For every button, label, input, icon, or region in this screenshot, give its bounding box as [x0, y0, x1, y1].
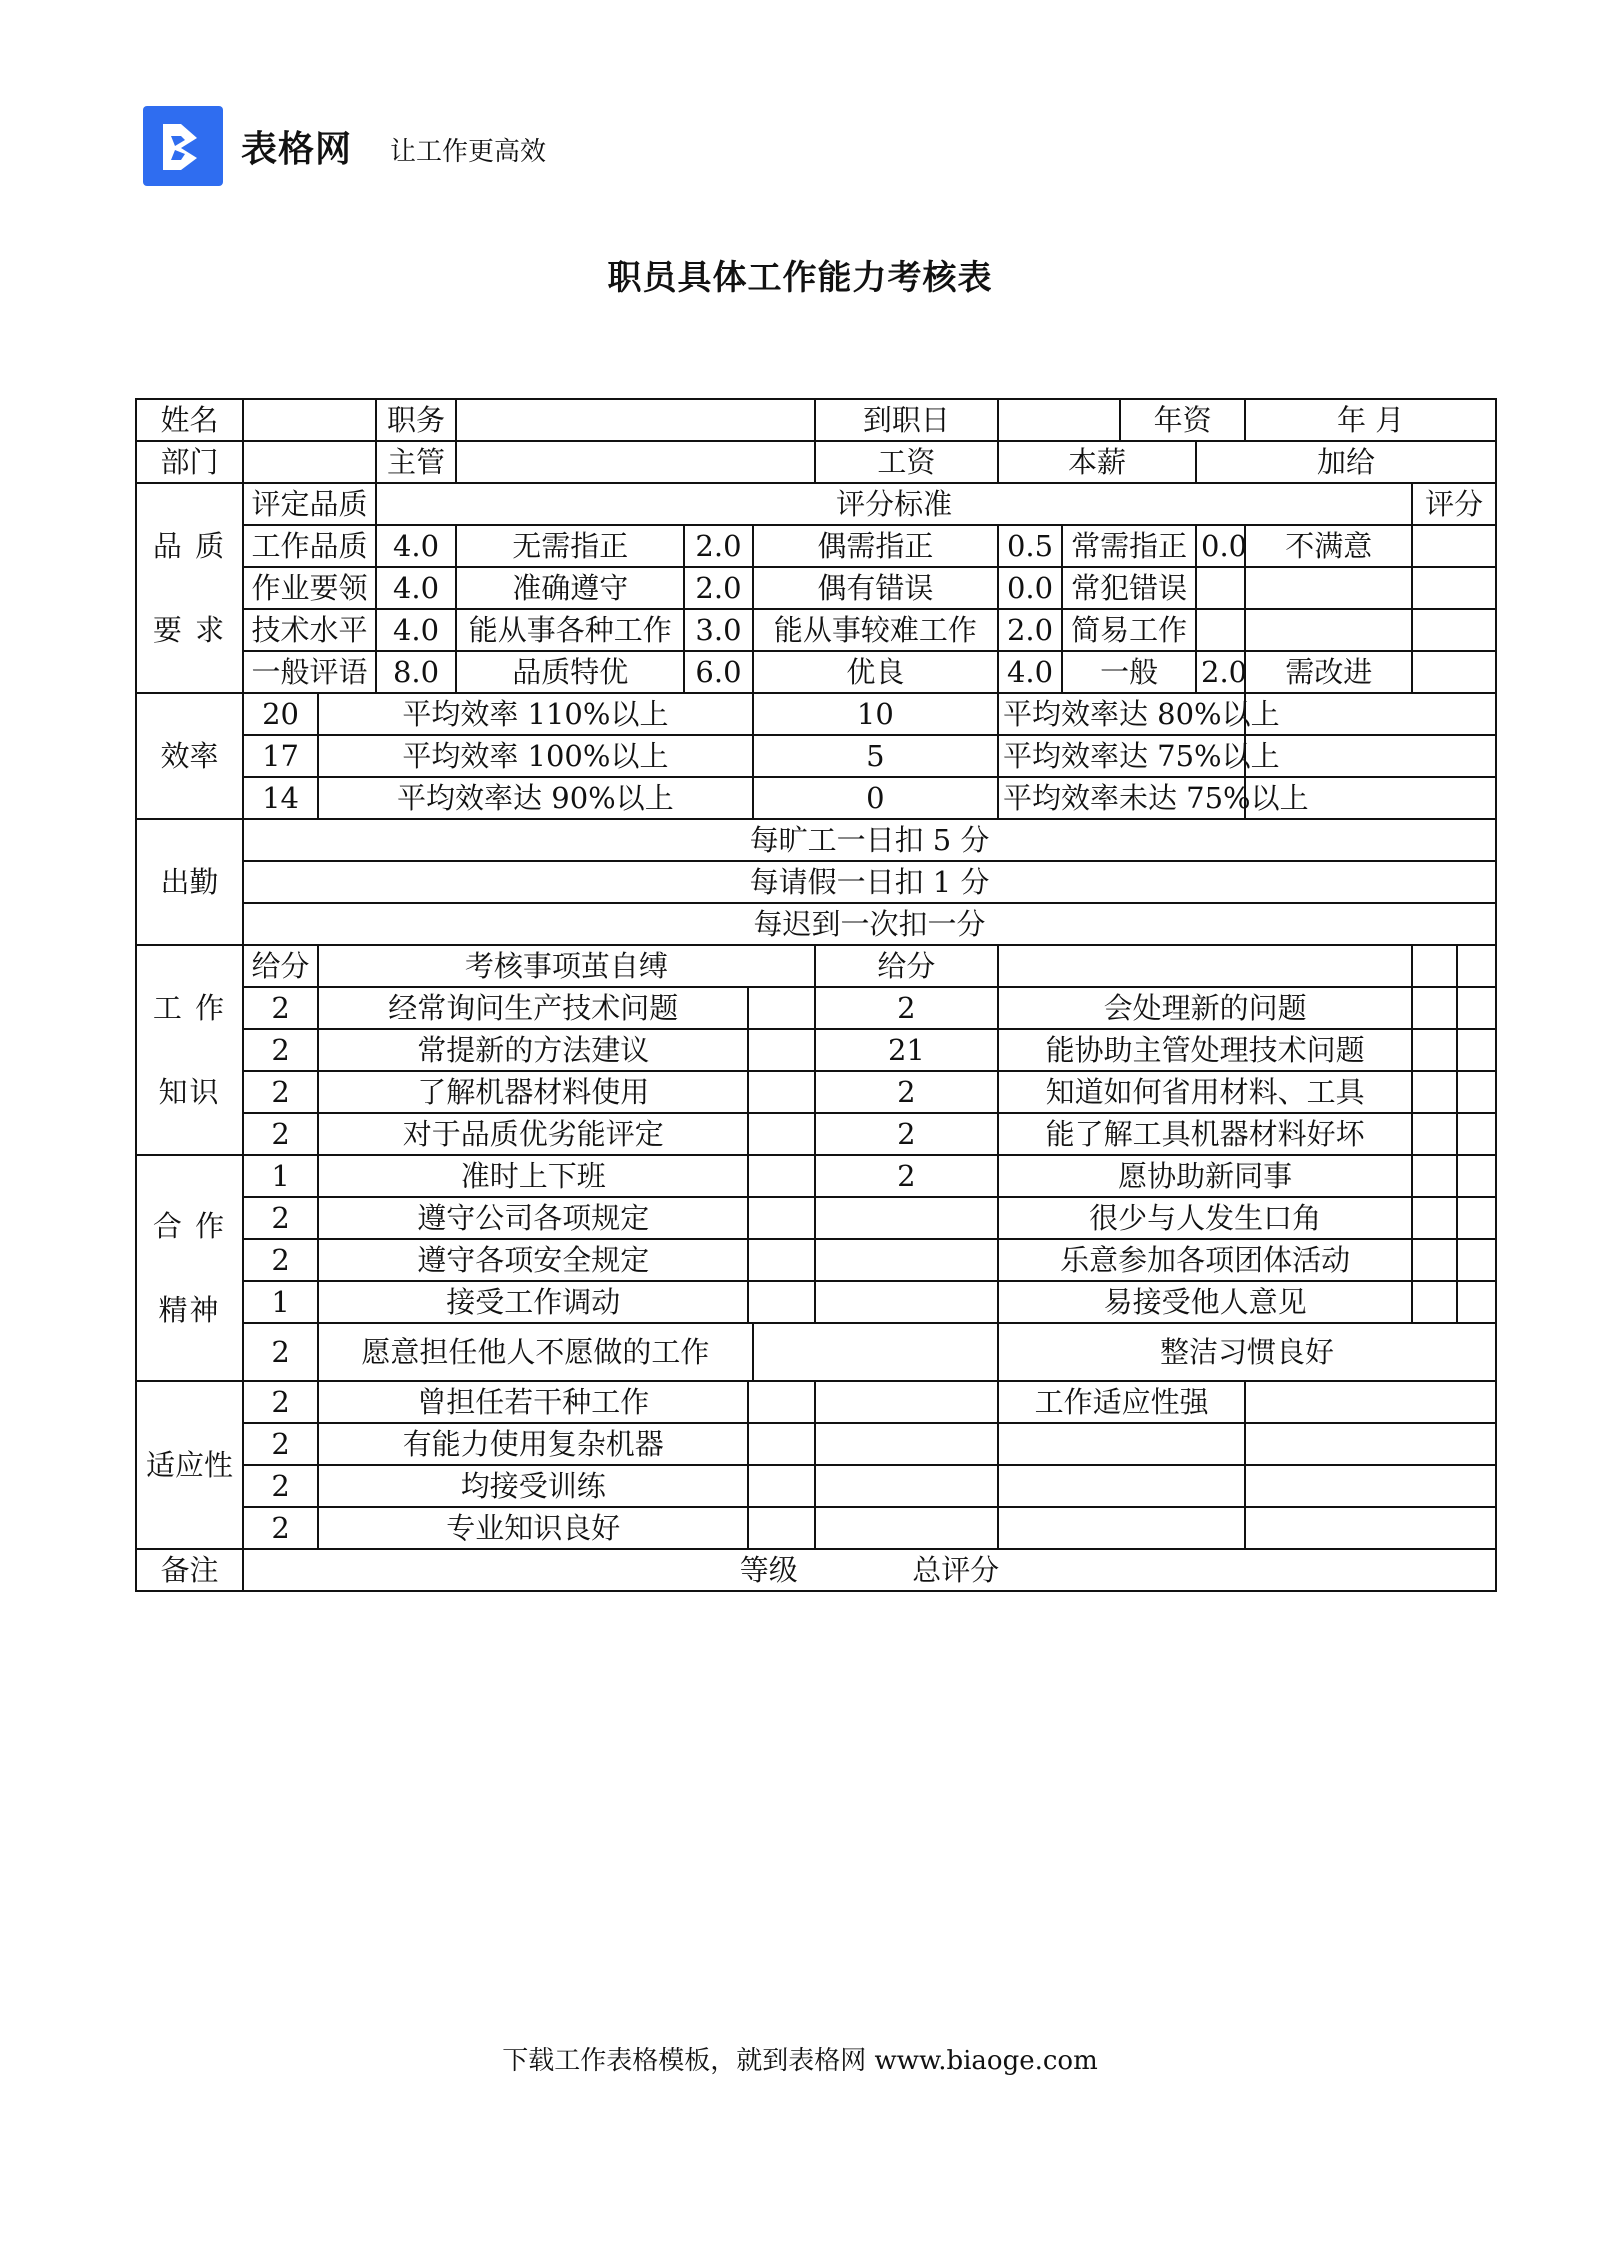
assessment-item: 工作适应性强: [998, 1381, 1245, 1423]
seniority-value[interactable]: 年 月: [1245, 399, 1496, 441]
attendance-section-label: 出勤: [136, 819, 243, 945]
position-label: 职务: [376, 399, 456, 441]
check-cell[interactable]: [1457, 1155, 1496, 1197]
dept-label: 部门: [136, 441, 243, 483]
points-value: 2: [815, 1071, 998, 1113]
check-cell[interactable]: [1412, 1155, 1457, 1197]
assessment-item: 常提新的方法建议: [318, 1029, 748, 1071]
logo-icon: [157, 118, 209, 174]
assessment-item: 专业知识良好: [318, 1507, 748, 1549]
quality-row: [136, 651, 1496, 693]
criterion: 能从事较难工作: [753, 609, 998, 651]
score-value: 2.0: [684, 525, 753, 567]
score-input[interactable]: [1245, 735, 1496, 777]
assessment-item: 均接受训练: [318, 1465, 748, 1507]
total-score-label: 总评分: [912, 1553, 1000, 1587]
assessment-item: 经常询问生产技术问题: [318, 987, 748, 1029]
score-value: 8.0: [376, 651, 456, 693]
check-cell[interactable]: [748, 1423, 814, 1465]
name-label: 姓名: [136, 399, 243, 441]
criterion: 平均效率达 90%以上: [318, 777, 753, 819]
criterion: 常需指正: [1062, 525, 1196, 567]
allowance-label: 加给: [1196, 441, 1496, 483]
item-head: 考核事项茧自缚: [318, 945, 815, 987]
assessment-item: 愿意担任他人不愿做的工作: [318, 1323, 753, 1381]
score-value: 4.0: [376, 609, 456, 651]
assessment-item: 接受工作调动: [318, 1281, 748, 1323]
cooperation-section-label: 合 作 精神: [136, 1155, 243, 1381]
check-cell[interactable]: [748, 1113, 814, 1155]
assessment-item: 能了解工具机器材料好坏: [998, 1113, 1412, 1155]
points-value: 21: [815, 1029, 998, 1071]
page-footer: 下载工作表格模板，就到表格网 www.biaoge.com: [502, 2046, 1098, 2076]
knowledge-row: [136, 1113, 1496, 1155]
assessment-item: 遵守公司各项规定: [318, 1197, 748, 1239]
points-value: 2: [815, 987, 998, 1029]
score-value: 6.0: [684, 651, 753, 693]
score-value: 2.0: [684, 567, 753, 609]
score-input[interactable]: [1412, 651, 1496, 693]
assessment-item: [998, 1465, 1245, 1507]
adaptability-section-label: 适应性: [136, 1381, 243, 1549]
criterion: [1245, 609, 1412, 651]
adaptability-row: [136, 1423, 1496, 1465]
assessment-item: 很少与人发生口角: [998, 1197, 1412, 1239]
brand-slogan: 让工作更高效: [390, 136, 547, 167]
attendance-rule: 每旷工一日扣 5 分: [243, 819, 1496, 861]
score-input[interactable]: [1245, 693, 1496, 735]
points-value: 2: [815, 1113, 998, 1155]
quality-item-head: 评定品质: [243, 483, 376, 525]
brand-logo: [143, 106, 223, 186]
assessment-item: 愿协助新同事: [998, 1155, 1412, 1197]
cooperation-row: [136, 1155, 1496, 1197]
check-cell[interactable]: [1457, 1239, 1496, 1281]
points-head: 给分: [815, 945, 998, 987]
assessment-item: 易接受他人意见: [998, 1281, 1412, 1323]
criterion: 无需指正: [456, 525, 684, 567]
points-value: 1: [243, 1281, 318, 1323]
remarks-field[interactable]: [243, 1549, 1496, 1591]
quality-row: [136, 525, 1496, 567]
assessment-item: 乐意参加各项团体活动: [998, 1239, 1412, 1281]
efficiency-section-label: 效率: [136, 693, 243, 819]
check-cell[interactable]: [1412, 1071, 1457, 1113]
score-input[interactable]: [1412, 567, 1496, 609]
check-cell[interactable]: [748, 1381, 814, 1423]
assessment-item: [998, 1507, 1245, 1549]
check-cell[interactable]: [1457, 987, 1496, 1029]
base-pay-label: 本薪: [998, 441, 1196, 483]
supervisor-value[interactable]: [456, 441, 815, 483]
points-value: [815, 1423, 998, 1465]
info-row: [136, 399, 1496, 441]
page-title: 职员具体工作能力考核表: [607, 258, 993, 298]
score-value: 10: [753, 693, 998, 735]
remarks-label: 备注: [136, 1549, 243, 1591]
knowledge-head-row: [136, 945, 1496, 987]
criterion: [1245, 567, 1412, 609]
points-value: [815, 1507, 998, 1549]
points-value: [815, 1381, 998, 1423]
quality-row: [136, 567, 1496, 609]
grade-label: 等级: [739, 1553, 798, 1587]
supervisor-label: 主管: [376, 441, 456, 483]
score-value: [1196, 567, 1245, 609]
score-value: 3.0: [684, 609, 753, 651]
check-cell[interactable]: [748, 1507, 814, 1549]
score-head: 评分: [1412, 483, 1496, 525]
criterion: 简易工作: [1062, 609, 1196, 651]
assessment-table: [135, 398, 1497, 1592]
criterion: 平均效率达 80%以上: [998, 693, 1245, 735]
score-value: 17: [243, 735, 318, 777]
check-cell[interactable]: [1245, 1381, 1496, 1423]
adaptability-row: [136, 1381, 1496, 1423]
site-header: [143, 106, 546, 186]
points-value: 2: [243, 1423, 318, 1465]
assessment-item: 有能力使用复杂机器: [318, 1423, 748, 1465]
quality-head-row: [136, 483, 1496, 525]
score-value: 4.0: [376, 567, 456, 609]
score-value: 5: [753, 735, 998, 777]
assessment-item: 整洁习惯良好: [998, 1323, 1496, 1381]
criterion: 优良: [753, 651, 998, 693]
check-cell[interactable]: [1412, 1113, 1457, 1155]
attendance-rule: 每请假一日扣 1 分: [243, 861, 1496, 903]
check-cell[interactable]: [748, 1155, 814, 1197]
score-value: 0: [753, 777, 998, 819]
check-cell[interactable]: [1457, 945, 1496, 987]
points-value: [753, 1323, 998, 1381]
check-cell[interactable]: [1245, 1423, 1496, 1465]
assessment-item: 知道如何省用材料、工具: [998, 1071, 1412, 1113]
hire-date-value[interactable]: [998, 399, 1120, 441]
check-cell[interactable]: [748, 1071, 814, 1113]
criterion: 常犯错误: [1062, 567, 1196, 609]
criterion: 能从事各种工作: [456, 609, 684, 651]
criterion: 偶有错误: [753, 567, 998, 609]
criterion: 平均效率未达 75%以上: [998, 777, 1245, 819]
item-head-blank: [998, 945, 1412, 987]
remarks-row: [136, 1549, 1496, 1591]
check-cell[interactable]: [1412, 1239, 1457, 1281]
points-value: 2: [243, 1507, 318, 1549]
check-cell[interactable]: [748, 1465, 814, 1507]
assessment-item: 准时上下班: [318, 1155, 748, 1197]
criterion: 品质特优: [456, 651, 684, 693]
criterion: 一般: [1062, 651, 1196, 693]
score-value: 0.5: [998, 525, 1062, 567]
adaptability-row: [136, 1507, 1496, 1549]
assessment-item: 遵守各项安全规定: [318, 1239, 748, 1281]
check-cell[interactable]: [1412, 1281, 1457, 1323]
points-value: 2: [243, 1029, 318, 1071]
check-cell[interactable]: [1412, 945, 1457, 987]
quality-item: 作业要领: [243, 567, 376, 609]
criterion: 偶需指正: [753, 525, 998, 567]
quality-item: 一般评语: [243, 651, 376, 693]
criterion: 准确遵守: [456, 567, 684, 609]
check-cell[interactable]: [1457, 1071, 1496, 1113]
quality-item: 工作品质: [243, 525, 376, 567]
check-cell[interactable]: [1457, 1281, 1496, 1323]
seniority-label: 年资: [1120, 399, 1245, 441]
points-value: 2: [815, 1155, 998, 1197]
knowledge-row: [136, 987, 1496, 1029]
points-value: 2: [243, 1071, 318, 1113]
score-value: 4.0: [998, 651, 1062, 693]
points-value: 2: [243, 1323, 318, 1381]
score-value: 2.0: [998, 609, 1062, 651]
check-cell[interactable]: [1412, 1029, 1457, 1071]
score-value: [1196, 609, 1245, 651]
points-value: [815, 1281, 998, 1323]
efficiency-row: [136, 777, 1496, 819]
check-cell[interactable]: [748, 1029, 814, 1071]
points-value: 2: [243, 1239, 318, 1281]
score-value: 20: [243, 693, 318, 735]
score-value: 2.0: [1196, 651, 1245, 693]
check-cell[interactable]: [748, 1281, 814, 1323]
assessment-item: 能协助主管处理技术问题: [998, 1029, 1412, 1071]
criterion: 平均效率 100%以上: [318, 735, 753, 777]
check-cell[interactable]: [1412, 987, 1457, 1029]
check-cell[interactable]: [1412, 1197, 1457, 1239]
attendance-rule: 每迟到一次扣一分: [243, 903, 1496, 945]
attendance-row: [136, 819, 1496, 861]
efficiency-row: [136, 693, 1496, 735]
dept-value[interactable]: [243, 441, 376, 483]
knowledge-row: [136, 1029, 1496, 1071]
assessment-item: [998, 1423, 1245, 1465]
points-value: [815, 1239, 998, 1281]
brand-name: 表格网: [241, 128, 353, 170]
criterion: 不满意: [1245, 525, 1412, 567]
check-cell[interactable]: [1457, 1113, 1496, 1155]
cooperation-row: [136, 1197, 1496, 1239]
score-input[interactable]: [1412, 525, 1496, 567]
criterion: 平均效率 110%以上: [318, 693, 753, 735]
points-value: [815, 1465, 998, 1507]
points-value: 1: [243, 1155, 318, 1197]
attendance-row: [136, 903, 1496, 945]
points-value: 2: [243, 1381, 318, 1423]
criterion: 平均效率达 75%以上: [998, 735, 1245, 777]
score-value: 0.0: [1196, 525, 1245, 567]
position-value[interactable]: [456, 399, 815, 441]
scoring-standard-head: 评分标准: [376, 483, 1412, 525]
check-cell[interactable]: [1245, 1507, 1496, 1549]
cooperation-row: [136, 1323, 1496, 1381]
name-value[interactable]: [243, 399, 376, 441]
points-value: 2: [243, 1465, 318, 1507]
score-value: 4.0: [376, 525, 456, 567]
assessment-item: 曾担任若干种工作: [318, 1381, 748, 1423]
quality-item: 技术水平: [243, 609, 376, 651]
check-cell[interactable]: [1457, 1197, 1496, 1239]
criterion: 需改进: [1245, 651, 1412, 693]
score-value: 0.0: [998, 567, 1062, 609]
knowledge-row: [136, 1071, 1496, 1113]
points-value: 2: [243, 987, 318, 1029]
assessment-item: 了解机器材料使用: [318, 1071, 748, 1113]
points-value: 2: [243, 1113, 318, 1155]
salary-label: 工资: [815, 441, 998, 483]
check-cell[interactable]: [748, 987, 814, 1029]
assessment-item: 会处理新的问题: [998, 987, 1412, 1029]
cooperation-row: [136, 1239, 1496, 1281]
efficiency-row: [136, 735, 1496, 777]
cooperation-row: [136, 1281, 1496, 1323]
check-cell[interactable]: [748, 1239, 814, 1281]
points-head: 给分: [243, 945, 318, 987]
hire-date-label: 到职日: [815, 399, 998, 441]
attendance-row: [136, 861, 1496, 903]
points-value: [815, 1197, 998, 1239]
check-cell[interactable]: [1457, 1029, 1496, 1071]
score-value: 14: [243, 777, 318, 819]
info-row: [136, 441, 1496, 483]
assessment-item: 对于品质优劣能评定: [318, 1113, 748, 1155]
check-cell[interactable]: [748, 1197, 814, 1239]
points-value: 2: [243, 1197, 318, 1239]
score-input[interactable]: [1412, 609, 1496, 651]
adaptability-row: [136, 1465, 1496, 1507]
quality-row: [136, 609, 1496, 651]
quality-section-label: 品 质 要 求: [136, 483, 243, 693]
knowledge-section-label: 工 作 知识: [136, 945, 243, 1155]
check-cell[interactable]: [1245, 1465, 1496, 1507]
